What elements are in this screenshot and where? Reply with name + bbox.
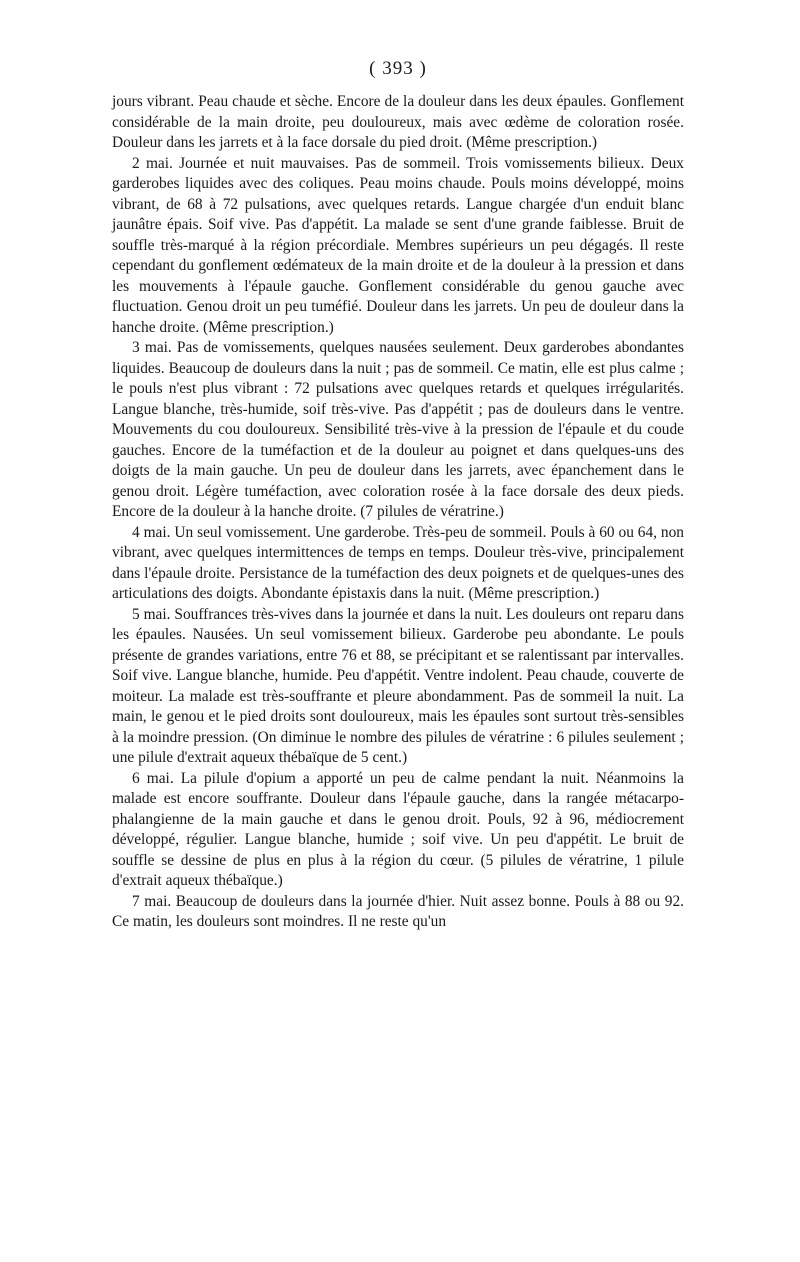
page-number: ( 393 )	[369, 58, 427, 79]
paragraph-7-mai: 7 mai. Beaucoup de douleurs dans la journée d'hier. Nuit assez bonne. Pouls à 88 ou 92. Ce matin, les douleurs sont moindres. Il ne reste qu'un	[112, 892, 684, 930]
paragraph-3-mai: 3 mai. Pas de vomissements, quelques nausées seulement. Deux garderobes abondantes liquides. Beaucoup de douleurs dans la nuit ; pas de sommeil. Ce matin, elle est plus calme ; le pouls n'est plus vibrant : 72 pulsations avec quelques retards et quelques irrégularités. Langue blanche, très-humide, soif très-vive. Pas d'appétit ; pas de douleurs dans le ventre. Mouvements du cou douloureux. Sensibilité très-vive à la pression de l'épaule et du coude gauches. Encore de la tuméfaction et de la douleur au poignet et dans quelques-uns des doigts de la main gauche. Un peu de douleur dans les jarrets, avec épanchement dans le genou droit. Légère tuméfaction, avec coloration rosée à la face dorsale des deux pieds. Encore de la douleur à la hanche droite. (7 pilules de vératrine.)	[112, 339, 684, 520]
body-text	[112, 92, 684, 933]
paragraph-2-mai: 2 mai. Journée et nuit mauvaises. Pas de sommeil. Trois vomissements bilieux. Deux garderobes liquides avec des coliques. Peau moins chaude. Pouls moins développé, moins vibrant, de 68 à 72 pulsations, avec quelques retards. Langue chargée d'un enduit blanc jaunâtre épais. Soif vive. Pas d'appétit. La malade se sent d'une grande faiblesse. Bruit de souffle très-marqué à la région précordiale. Membres supérieurs un peu dégagés. Il reste cependant du gonflement œdémateux de la main droite et de la douleur à la pression et dans les mouvements à l'épaule gauche. Gonflement considérable du genou gauche avec fluctuation. Genou droit un peu tuméfié. Douleur dans les jarrets. Un peu de douleur dans la hanche droite. (Même prescription.)	[112, 154, 684, 336]
paragraph-5-mai: 5 mai. Souffrances très-vives dans la journée et dans la nuit. Les douleurs ont reparu dans les épaules. Nausées. Un seul vomissement bilieux. Garderobe peu abondante. Le pouls présente de grandes variations, entre 76 et 88, se précipitant et se ralentissant par intervalles. Soif vive. Langue blanche, humide. Peu d'appétit. Ventre indolent. Peau chaude, couverte de moiteur. La malade est très-souffrante et pleure abondamment. Pas de sommeil la nuit. La main, le genou et le pied droits sont douloureux, mais les épaules sont surtout très-sensibles à la moindre pression. (On diminue le nombre des pilules de vératrine : 6 pilules seulement ; une pilule d'extrait aqueux thébaïque de 5 cent.)	[112, 605, 684, 766]
paragraph-6-mai: 6 mai. La pilule d'opium a apporté un peu de calme pendant la nuit. Néanmoins la malade est encore souffrante. Douleur dans l'épaule gauche, dans la rangée métacarpo-phalangienne de la main gauche et dans le genou droit. Pouls, 92 à 96, médiocrement développé, régulier. Langue blanche, humide ; soif vive. Un peu d'appétit. Le bruit de souffle se dessine de plus en plus à la région du cœur. (5 pilules de vératrine, 1 pilule d'extrait aqueux thébaïque.)	[112, 769, 684, 889]
paragraph-4-mai: 4 mai. Un seul vomissement. Une garderobe. Très-peu de sommeil. Pouls à 60 ou 64, non vibrant, avec quelques intermittences de temps en temps. Douleur très-vive, principalement dans l'épaule droite. Persistance de la tuméfaction des deux poignets et de quelques-unes des articulations des doigts. Abondante épistaxis dans la nuit. (Même prescription.)	[112, 523, 684, 602]
paragraph-continued: jours vibrant. Peau chaude et sèche. Encore de la douleur dans les deux épaules. Gonflement considérable de la main droite, peu douloureux, mais avec œdème de coloration rosée. Douleur dans les jarrets et à la face dorsale du pied droit. (Même prescription.)	[112, 93, 684, 151]
document-page	[112, 58, 684, 933]
